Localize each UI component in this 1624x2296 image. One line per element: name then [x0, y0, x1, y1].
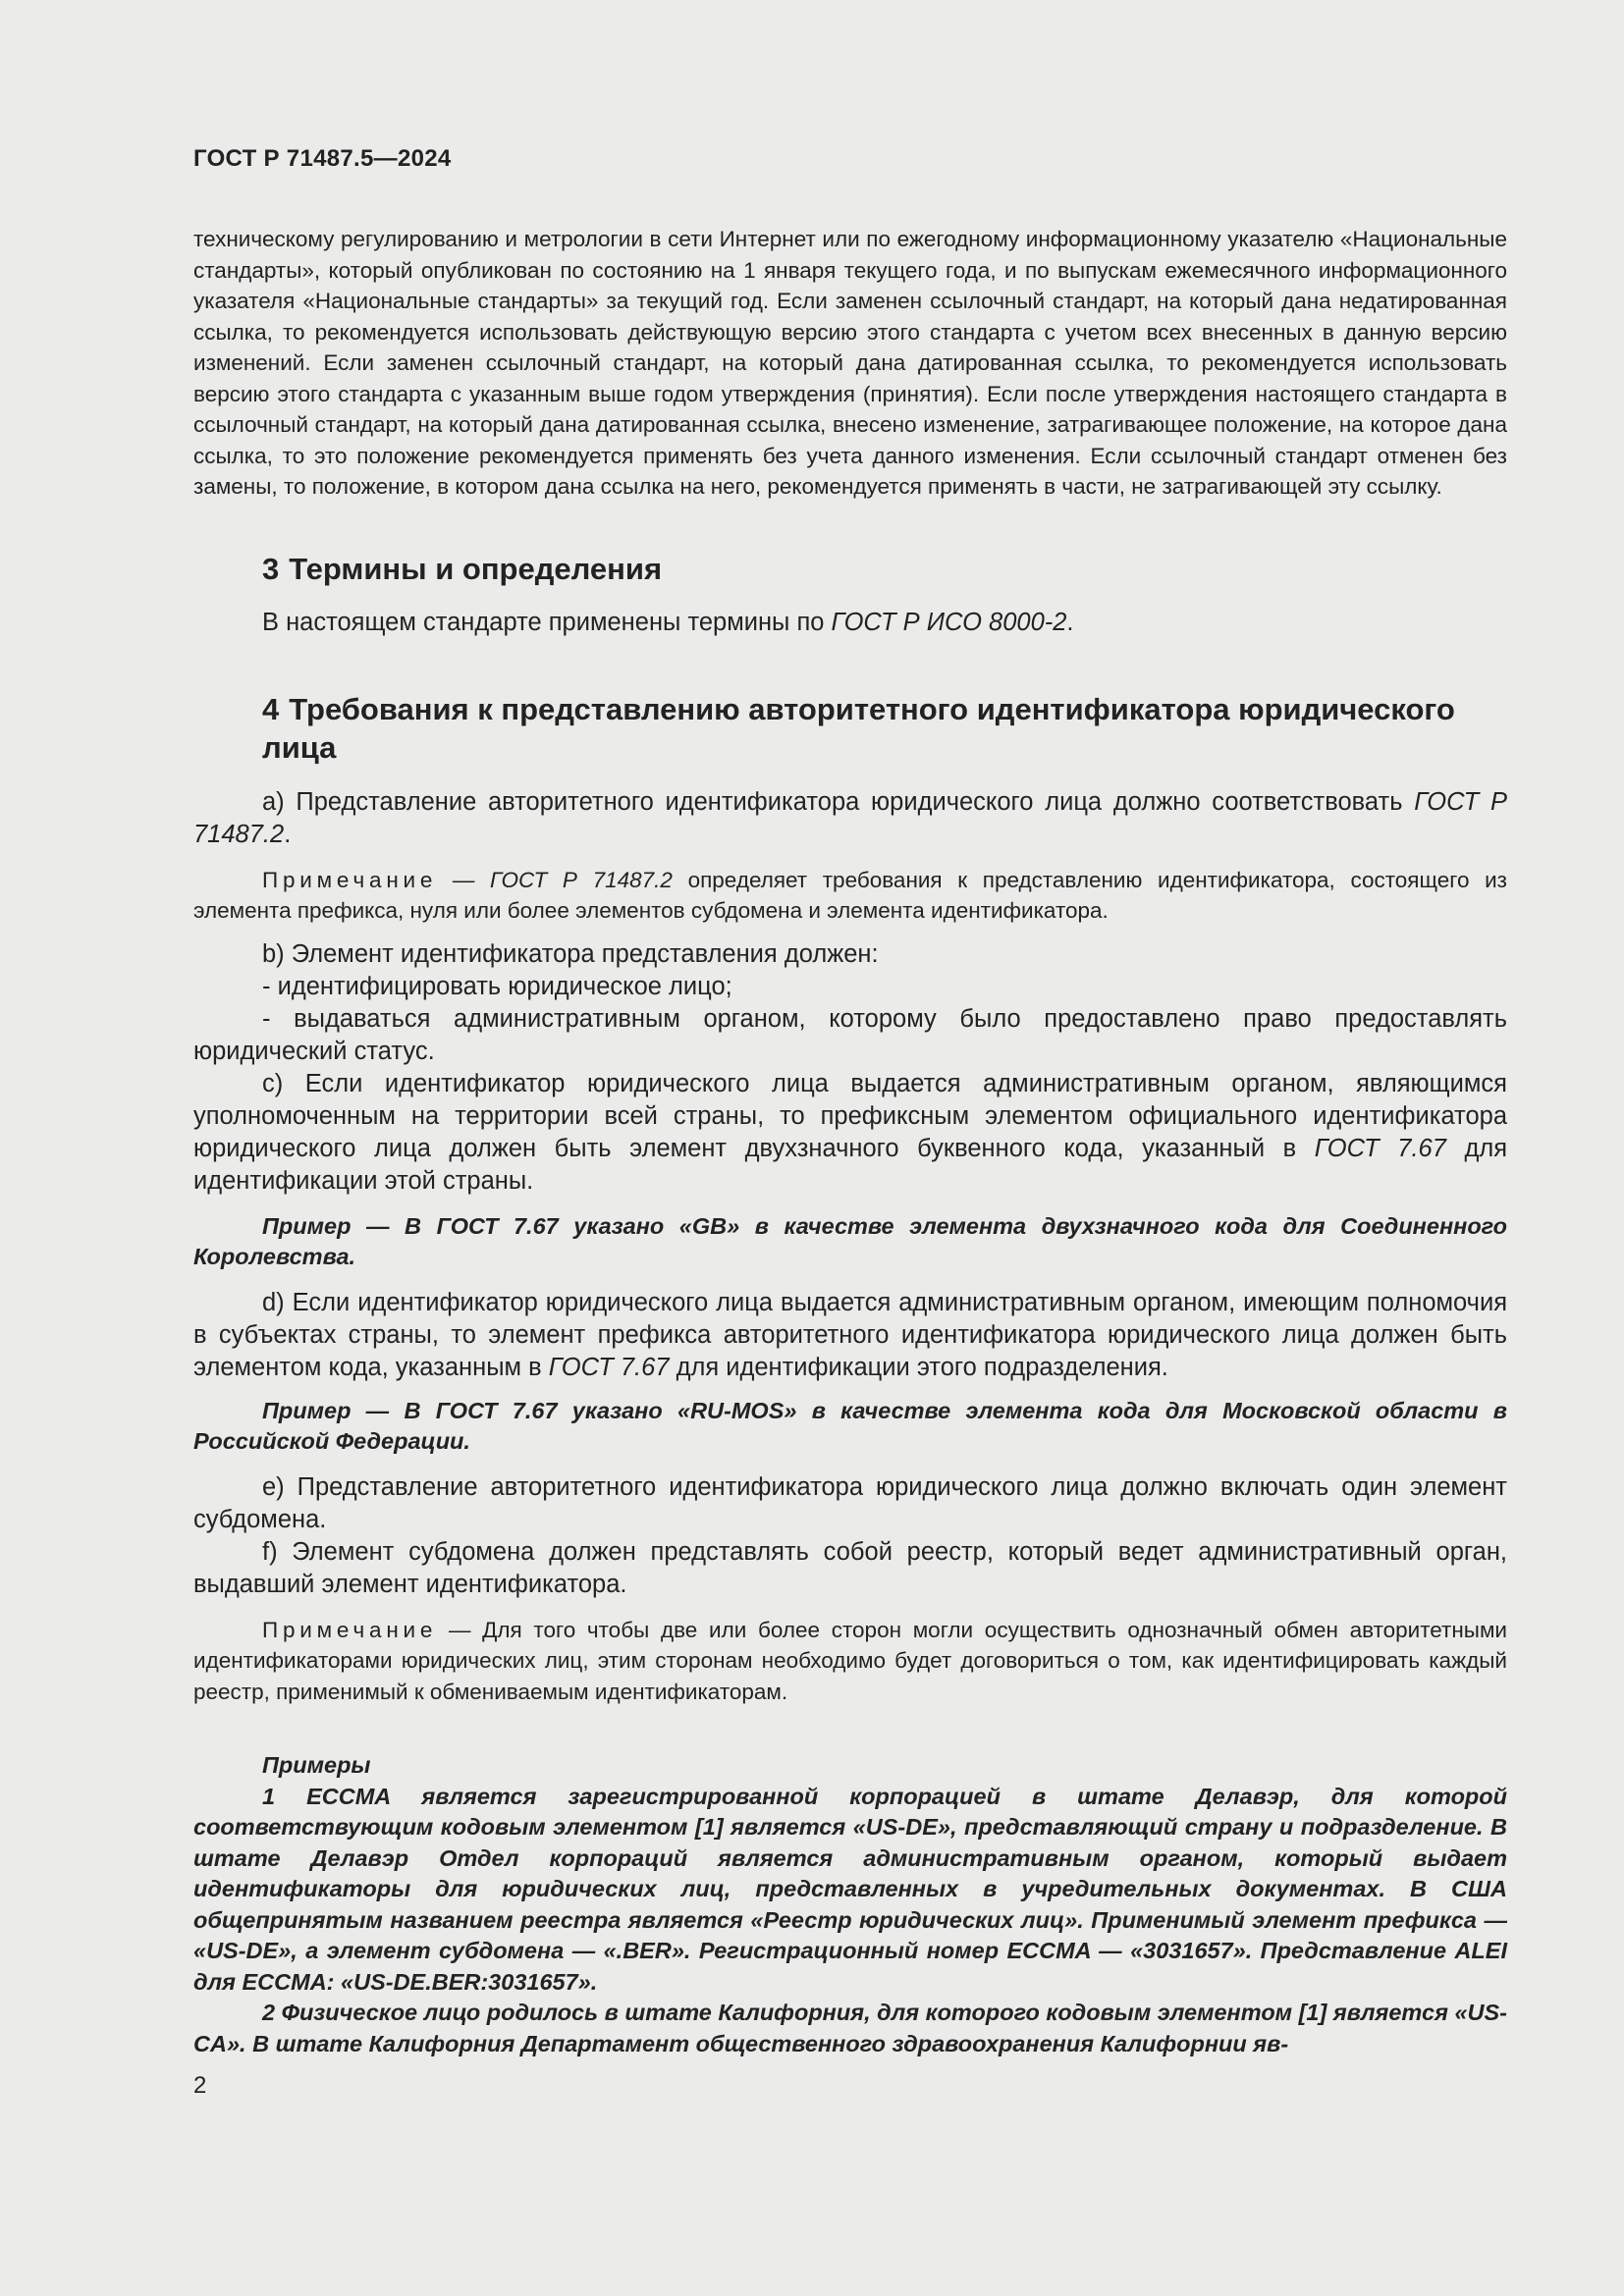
document-header: ГОСТ Р 71487.5—2024: [193, 145, 452, 172]
note-1-dash: —: [437, 867, 491, 892]
item-e: e) Представление авторитетного идентификатора юридического лица должно включать один элемент субдомена.: [193, 1472, 1507, 1533]
section-3-ref: ГОСТ Р ИСО 8000-2: [831, 608, 1067, 636]
item-d-ref: ГОСТ 7.67: [548, 1353, 670, 1381]
note-2-dash: —: [437, 1617, 483, 1642]
item-a: [193, 786, 1507, 851]
item-c-text: c) Если идентификатор юридического лица выдается административным органом, являющимся уполномоченным на территории всей страны, то префиксным элементом официального идентификатора юридического лица должен быть элемент двухзначного буквенного кода, указанный в: [193, 1069, 1507, 1162]
section-3-title: [193, 550, 1507, 588]
section-4-title: [193, 690, 1507, 767]
section-4-heading: Требования к представлению авторитетного идентификатора юридического лица: [262, 691, 1455, 765]
item-c-end: для идентификации этой страны.: [193, 1134, 1508, 1195]
note-2-label: Примечание: [262, 1617, 438, 1642]
note-1: [193, 865, 1507, 927]
note-1-text: определяет требования к представлению идентификатора, состоящего из элемента префикса, нуля или более элементов субдомена и элемента идентификатора.: [193, 867, 1508, 923]
section-3-text: [193, 607, 1507, 639]
example-2: 2 Физическое лицо родилось в штате Калифорния, для которого кодовым элементом [1] является «US-CA». В штате Калифорния Департамент общественного здравоохранения Калифорнии яв-: [193, 2000, 1507, 2056]
item-a-end: .: [284, 820, 292, 848]
example-c: Пример — В ГОСТ 7.67 указано «GB» в качестве элемента двухзначного кода для Соединенного Королевства.: [193, 1212, 1507, 1269]
section-3-heading: Термины и определения: [289, 551, 663, 586]
section-4-number: 4: [262, 691, 280, 726]
section-3-number: 3: [262, 551, 280, 586]
note-1-label: Примечание: [262, 867, 438, 892]
item-b-line-1: - идентифицировать юридическое лицо;: [262, 972, 732, 1000]
intro-paragraph: техническому регулированию и метрологии в сети Интернет или по ежегодному информационному указателю «Национальные стандарты», который опубликован по состоянию на 1 января текущего года, и по выпускам ежемесячного информационного указателя «Национальные стандарты» за текущий год. Если заменен ссылочный стандарт, на который дана недатированная ссылка, то рекомендуется использовать действующую версию этого стандарта с учетом всех внесенных в данную версию изменений. Если заменен ссылочный стандарт, на который дана датированная ссылка, то рекомендуется использовать версию этого стандарта с указанным выше годом утверждения (принятия). Если после утверждения настоящего стандарта в ссылочный стандарт, на который дана датированная ссылка, внесено изменение, затрагивающее положение, на которое дана ссылка, то это положение рекомендуется применять без учета данного изменения. Если ссылочный стандарт отменен без замены, то положение, в котором дана ссылка на него, рекомендуется применять в части, не затрагивающей эту ссылку.: [193, 227, 1507, 499]
section-3-text-end: .: [1066, 608, 1074, 636]
item-c-ref: ГОСТ 7.67: [1314, 1134, 1446, 1162]
examples-heading: Примеры: [262, 1752, 371, 1778]
item-b-line-2: - выдаваться административным органом, которому было предоставлено право предоставлять юридический статус.: [193, 1004, 1507, 1065]
note-2-text: Для того чтобы две или более сторон могли осуществить однозначный обмен авторитетными идентификаторами юридических лиц, этим сторонам необходимо будет договориться о том, как идентифицировать каждый реестр, применимый к обмениваемым идентификаторам.: [193, 1617, 1507, 1704]
item-d: [193, 1287, 1507, 1384]
item-c: [193, 1068, 1507, 1198]
section-3-text-main: В настоящем стандарте применены термины по: [262, 608, 832, 636]
item-d-text: d) Если идентификатор юридического лица выдается административным органом, имеющим полномочия в субъектах страны, то элемент префикса авторитетного идентификатора юридического лица должен быть элементом кода, указанным в: [193, 1288, 1507, 1381]
item-a-ref: ГОСТ Р 71487.2: [193, 787, 1507, 848]
page-content: [193, 224, 1507, 2059]
item-a-text: a) Представление авторитетного идентификатора юридического лица должно соответствовать: [262, 787, 1415, 816]
item-f: f) Элемент субдомена должен представлять собой реестр, который ведет административный орган, выдавший элемент идентификатора.: [193, 1537, 1507, 1598]
example-d: Пример — В ГОСТ 7.67 указано «RU-MOS» в качестве элемента кода для Московской области в Российской Федерации.: [193, 1397, 1507, 1454]
example-1: 1 ECCMA является зарегистрированной корпорацией в штате Делавэр, для которой соответствующим кодовым элементом [1] является «US-DE», представляющий страну и подразделение. В штате Делавэр Отдел корпораций является административным органом, который выдает идентификаторы для юридических лиц, представленных в учредительных документах. В США общепринятым названием реестра является «Реестр юридических лиц». Применимый элемент префикса — «US-DE», а элемент субдомена — «.BER». Регистрационный номер ECCMA — «3031657». Представление ALEI для ECCMA: «US-DE.BER:3031657».: [193, 1783, 1507, 1995]
item-d-end: для идентификации этого подразделения.: [669, 1353, 1168, 1381]
note-2: [193, 1615, 1507, 1708]
note-1-ref: ГОСТ Р 71487.2: [490, 867, 673, 892]
item-b-lead: b) Элемент идентификатора представления должен:: [262, 939, 879, 968]
page-number: 2: [193, 2072, 207, 2099]
